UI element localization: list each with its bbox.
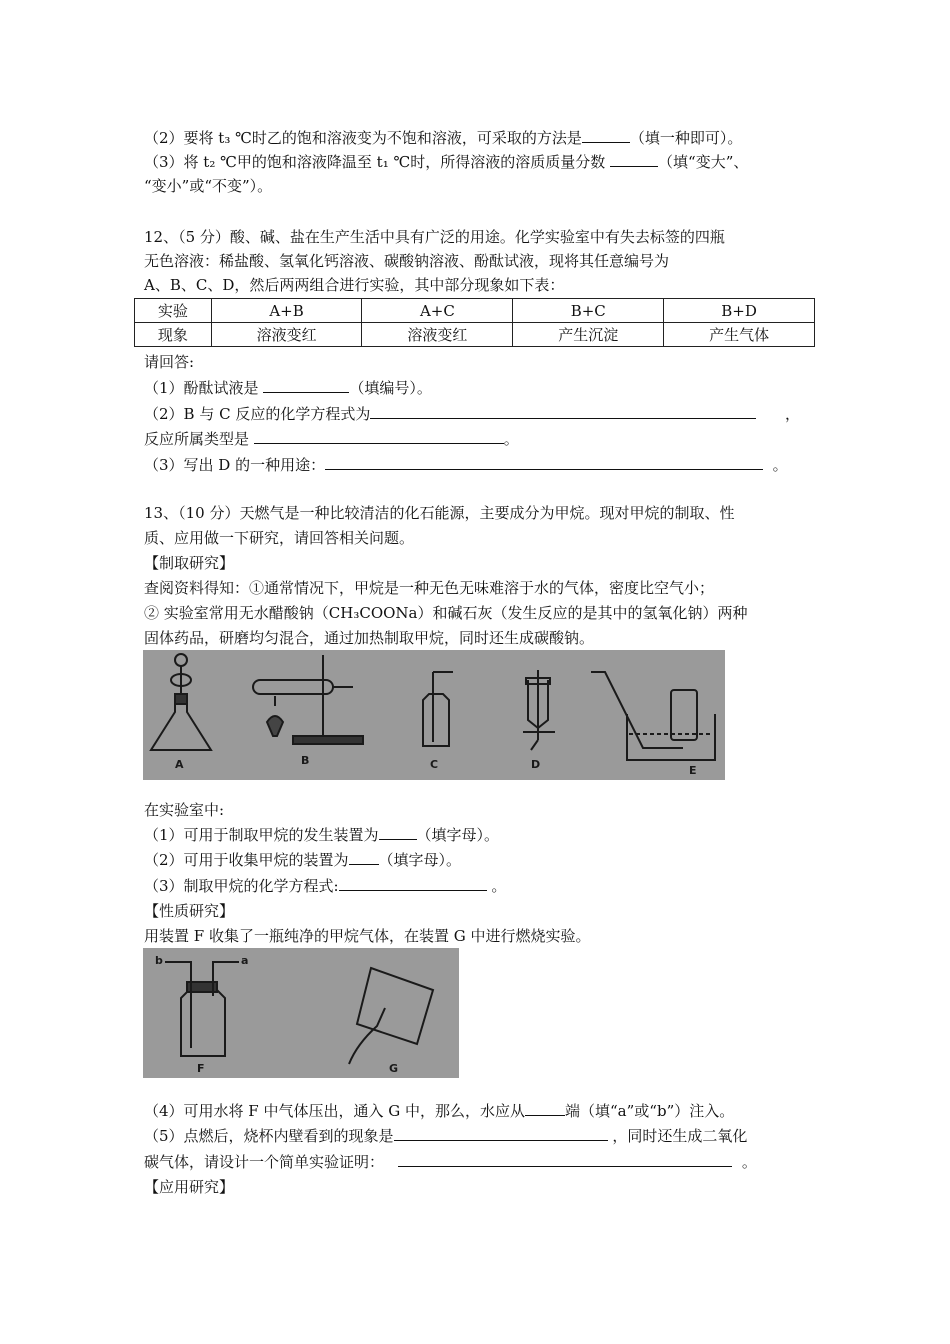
q13-m3-end: 。 bbox=[491, 877, 507, 895]
q11-part2-blank[interactable] bbox=[582, 128, 630, 143]
q12-intro-2: 无色溶液：稀盐酸、氢氧化钙溶液、碳酸钠溶液、酚酞试液，现将其任意编号为 bbox=[144, 252, 670, 270]
section-heading-preparation: 【制取研究】 bbox=[144, 554, 235, 572]
label-port-b: b bbox=[155, 954, 163, 967]
q13-intro-2: 质、应用做一下研究，请回答相关问题。 bbox=[144, 529, 415, 547]
label-a: A bbox=[175, 758, 184, 771]
table-cell: 现象 bbox=[135, 323, 212, 347]
q12-a2-cont bbox=[144, 429, 519, 449]
q11-part2-text: （2）要将 t₃ ℃时乙的饱和溶液变为不饱和溶液，可采取的方法是 bbox=[144, 129, 582, 147]
q13-m2-blank[interactable] bbox=[349, 850, 379, 865]
q12-a2-type-blank[interactable] bbox=[254, 429, 504, 444]
q12-a3-text: （3）写出 D 的一种用途： bbox=[144, 456, 326, 474]
q13-intro-1: 13、（10 分）天燃气是一种比较清洁的化石能源，主要成分为甲烷。现对甲烷的制取、性 bbox=[144, 504, 735, 522]
q12-a3-end: 。 bbox=[772, 456, 788, 474]
q13-m3-blank[interactable] bbox=[339, 876, 487, 891]
q12-intro-1: 12、（5 分）酸、碱、盐在生产生活中具有广泛的用途。化学实验室中有失去标签的四瓶 bbox=[144, 228, 725, 246]
q12-a2-text: （2）B 与 C 反应的化学方程式为 bbox=[144, 405, 371, 423]
label-e: E bbox=[689, 764, 697, 777]
q12-a1 bbox=[144, 378, 432, 398]
q13-m3 bbox=[144, 876, 506, 896]
label-port-a: a bbox=[241, 954, 249, 967]
q12-a3-blank[interactable] bbox=[325, 455, 763, 470]
q12-a2-cont-text: 反应所属类型是 bbox=[144, 430, 250, 448]
q13-p5-experiment-blank[interactable] bbox=[398, 1152, 732, 1167]
experiment-table bbox=[134, 298, 815, 347]
apparatus-d-icon bbox=[523, 670, 555, 750]
q13-m1 bbox=[144, 825, 499, 845]
section-heading-properties: 【性质研究】 bbox=[144, 902, 235, 920]
q11-part2 bbox=[144, 128, 742, 148]
q13-info-1: 查阅资料得知：①通常情况下，甲烷是一种无色无味难溶于水的气体，密度比空气小； bbox=[144, 579, 715, 597]
q12-a3 bbox=[144, 455, 788, 475]
q13-p5-end: ，同时还生成二氧化 bbox=[612, 1127, 748, 1145]
apparatus-g-icon bbox=[349, 968, 433, 1064]
q13-p5-blank[interactable] bbox=[394, 1126, 608, 1141]
label-d: D bbox=[531, 758, 541, 771]
apparatus-b-icon bbox=[253, 655, 363, 744]
table-row bbox=[135, 323, 815, 347]
q13-p5-cont-end: 。 bbox=[741, 1153, 757, 1171]
q13-m3-text: （3）制取甲烷的化学方程式: bbox=[144, 877, 339, 895]
q13-m2-text: （2）可用于收集甲烷的装置为 bbox=[144, 851, 349, 869]
q12-a2-end: ， bbox=[784, 405, 800, 423]
q12-a1-blank[interactable] bbox=[263, 378, 349, 393]
apparatus-e-icon bbox=[591, 672, 715, 760]
q13-m2 bbox=[144, 850, 461, 870]
table-cell: A+C bbox=[362, 299, 513, 323]
q13-p4-blank[interactable] bbox=[525, 1101, 565, 1116]
q12-answer-prompt: 请回答: bbox=[144, 353, 195, 371]
q13-prop-text: 用装置 F 收集了一瓶纯净的甲烷气体，在装置 G 中进行燃烧实验。 bbox=[144, 927, 591, 945]
table-cell: A+B bbox=[211, 299, 362, 323]
q12-a1-text: （1）酚酞试液是 bbox=[144, 379, 259, 397]
label-c: C bbox=[430, 758, 439, 771]
apparatus-figure-f-g bbox=[143, 948, 459, 1078]
q11-part3-text: （3）将 t₂ ℃甲的饱和溶液降温至 t₁ ℃时，所得溶液的溶质质量分数 bbox=[144, 153, 606, 171]
q12-a2-blank[interactable] bbox=[370, 404, 756, 419]
q13-p5 bbox=[144, 1126, 747, 1146]
q11-part3-end: （填“变大”、 bbox=[658, 153, 749, 171]
q11-part2-end: （填一种即可）。 bbox=[629, 129, 743, 147]
table-cell: 产生沉淀 bbox=[513, 323, 664, 347]
q13-m1-text: （1）可用于制取甲烷的发生装置为 bbox=[144, 826, 379, 844]
label-g: G bbox=[389, 1062, 399, 1075]
q13-lab-intro: 在实验室中: bbox=[144, 801, 225, 819]
q13-p5-cont-text: 碳气体，请设计一个简单实验证明： bbox=[144, 1153, 385, 1171]
q13-m2-end: （填字母）。 bbox=[378, 851, 462, 869]
q11-part3 bbox=[144, 152, 748, 172]
label-f: F bbox=[197, 1062, 205, 1075]
q12-a2 bbox=[144, 404, 800, 424]
apparatus-a-icon bbox=[151, 654, 211, 750]
q12-intro-3: A、B、C、D，然后两两组合进行实验，其中部分现象如下表： bbox=[144, 276, 565, 294]
section-heading-application: 【应用研究】 bbox=[144, 1178, 235, 1196]
apparatus-c-icon bbox=[423, 672, 453, 746]
apparatus-f-icon bbox=[165, 962, 239, 1056]
q12-a2-cont-end: 。 bbox=[503, 430, 519, 448]
q13-p5-cont bbox=[144, 1152, 757, 1172]
apparatus-figure-a-e bbox=[143, 650, 725, 780]
q13-p5-text: （5）点燃后，烧杯内壁看到的现象是 bbox=[144, 1127, 394, 1145]
q13-p4-text: （4）可用水将 F 中气体压出，通入 G 中，那么，水应从 bbox=[144, 1102, 526, 1120]
q13-m1-end: （填字母）。 bbox=[416, 826, 500, 844]
q12-a1-end: （填编号）。 bbox=[349, 379, 432, 397]
table-cell: 产生气体 bbox=[664, 323, 815, 347]
q13-p4 bbox=[144, 1101, 734, 1121]
table-cell: 实验 bbox=[135, 299, 212, 323]
table-cell: 溶液变红 bbox=[211, 323, 362, 347]
table-cell: 溶液变红 bbox=[362, 323, 513, 347]
label-b: B bbox=[301, 754, 310, 767]
q13-info-2: ② 实验室常用无水醋酸钠（CH₃COONa）和碱石灰（发生反应的是其中的氢氧化钠）两种 bbox=[144, 604, 748, 622]
q13-info-3: 固体药品，研磨均匀混合，通过加热制取甲烷，同时还生成碳酸钠。 bbox=[144, 629, 595, 647]
table-cell: B+D bbox=[664, 299, 815, 323]
q11-part3-cont: “变小”或“不变”）。 bbox=[144, 177, 273, 195]
q13-p4-end: 端（填“a”或“b”）注入。 bbox=[565, 1102, 735, 1120]
q11-part3-blank[interactable] bbox=[610, 152, 658, 167]
table-row bbox=[135, 299, 815, 323]
q13-m1-blank[interactable] bbox=[379, 825, 417, 840]
table-cell: B+C bbox=[513, 299, 664, 323]
